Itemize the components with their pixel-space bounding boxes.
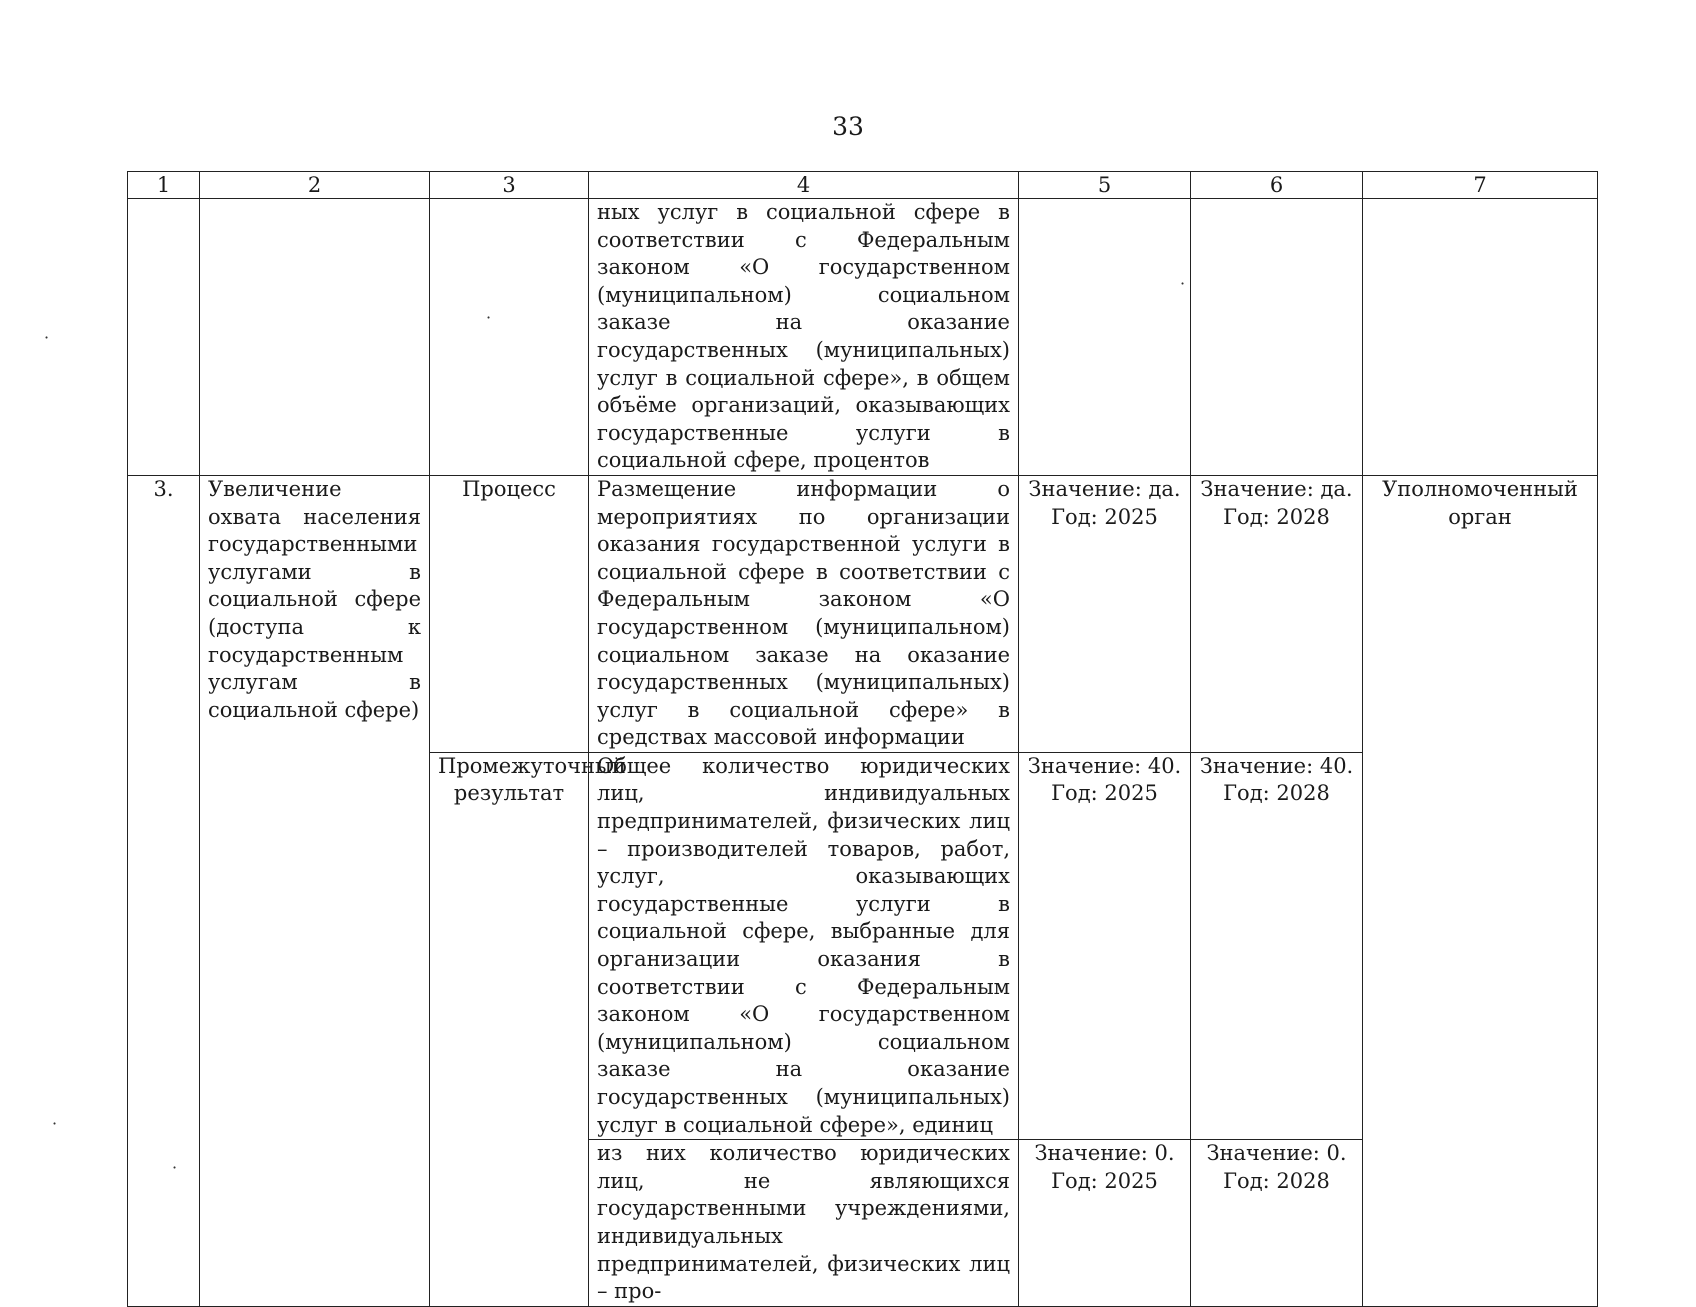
header-cell: 1 (128, 172, 200, 199)
header-cell: 7 (1363, 172, 1598, 199)
header-row (128, 172, 1598, 199)
base-value-cell (1019, 475, 1191, 752)
scan-speck: · (486, 308, 492, 327)
type-cell: Процесс (430, 475, 589, 752)
indicator-continuation: ных услуг в социальной сфере в соответствии с Федеральным законом «О государственном (муниципальном) социальном заказе на оказание государственных (муниципальных) услуг в социальной сфере», в общем объёме организаций, оказывающих государственные услуги в социальной сфере, процентов (589, 199, 1019, 476)
header-cell: 4 (589, 172, 1019, 199)
measures-table (127, 171, 1598, 1307)
scan-speck: · (52, 1114, 58, 1133)
target-value-cell (1191, 475, 1363, 752)
header-cell: 3 (430, 172, 589, 199)
empty-cell (1019, 199, 1191, 476)
header-cell: 6 (1191, 172, 1363, 199)
responsible-cell: Уполномоченный орган (1363, 475, 1598, 1306)
indicator-cell: Общее количество юридических лиц, индивидуальных предпринимателей, физических лиц – производителей товаров, работ, услуг, оказывающих государственные услуги в социальной сфере, выбранные для организации оказания в соответствии с Федеральным законом «О государственном (муниципальном) социальном заказе на оказание государственных (муниципальных) услуг в социальной сфере», единиц (589, 752, 1019, 1139)
empty-cell (1363, 199, 1598, 476)
target-value: Значение: 40. (1199, 753, 1354, 778)
type-cell: Промежуточный результат (430, 752, 589, 1306)
empty-cell (1191, 199, 1363, 476)
indicator-cell: Размещение информации о мероприятиях по организации оказания государственной услуги в социальной сфере в соответствии с Федеральным законом «О государственном (муниципальном) социальном заказе на оказание государственных (муниципальных) услуг в социальной сфере» в средствах массовой информации (589, 475, 1019, 752)
target-value: Значение: да. (1200, 476, 1353, 501)
scan-speck: · (44, 328, 50, 347)
header-cell: 5 (1019, 172, 1191, 199)
target-value: Значение: 0. (1206, 1141, 1347, 1166)
base-value: Значение: 40. (1027, 753, 1182, 778)
empty-cell (430, 199, 589, 476)
table-row (128, 475, 1598, 752)
target-year: Год: 2028 (1223, 504, 1330, 529)
scan-speck: · (172, 1158, 178, 1177)
base-year: Год: 2025 (1051, 1168, 1158, 1193)
base-year: Год: 2025 (1051, 504, 1158, 529)
page-number: 33 (832, 112, 864, 141)
empty-cell (128, 199, 200, 476)
target-value-cell (1191, 752, 1363, 1139)
table-row (128, 199, 1598, 476)
base-value: Значение: 0. (1034, 1141, 1175, 1166)
task-cell: Увеличение охвата населения государственными услугами в социальной сфере (доступа к государственным услугам в социальной сфере) (200, 475, 430, 1306)
base-value-cell (1019, 1140, 1191, 1307)
base-value-cell (1019, 752, 1191, 1139)
target-year: Год: 2028 (1223, 781, 1330, 806)
header-cell: 2 (200, 172, 430, 199)
target-value-cell (1191, 1140, 1363, 1307)
target-year: Год: 2028 (1223, 1168, 1330, 1193)
base-value: Значение: да. (1028, 476, 1181, 501)
empty-cell (200, 199, 430, 476)
scan-speck: · (1180, 274, 1186, 293)
indicator-cell: из них количество юридических лиц, не являющихся государственными учреждениями, индивидуальных предпринимателей, физических лиц – про- (589, 1140, 1019, 1307)
row-number: 3. (128, 475, 200, 1306)
base-year: Год: 2025 (1051, 781, 1158, 806)
